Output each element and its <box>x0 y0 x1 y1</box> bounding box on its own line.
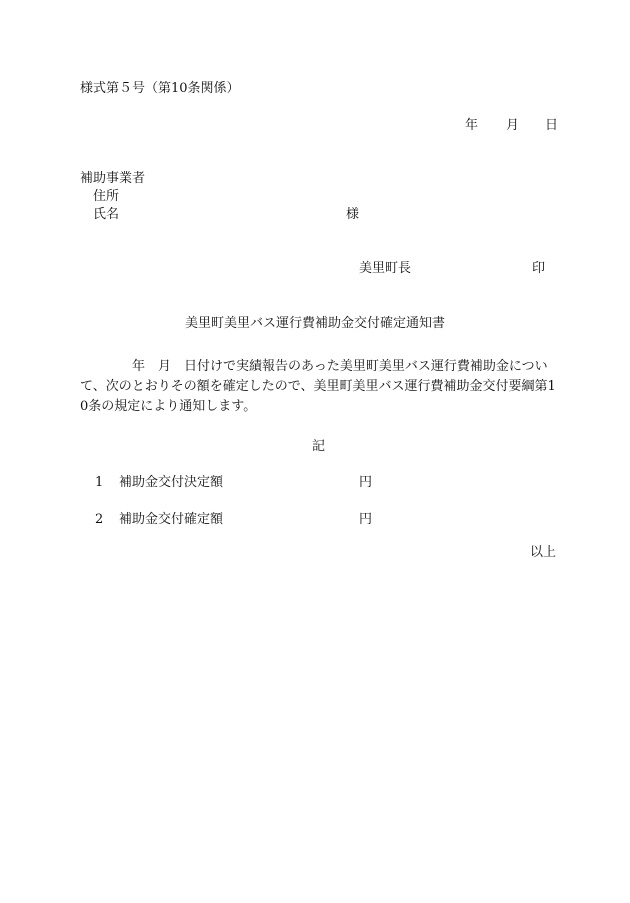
ki-heading: 記 <box>312 439 326 454</box>
name-label: 氏名 <box>93 207 120 222</box>
date-day: 日 <box>545 118 559 133</box>
item-label: 補助金交付決定額 <box>119 475 224 490</box>
recipient-title: 補助事業者 <box>80 171 146 186</box>
closing-mark: 以上 <box>530 545 557 560</box>
item-unit: 円 <box>359 475 373 490</box>
address-label: 住所 <box>93 189 120 204</box>
item-number: 1 <box>95 475 104 490</box>
seal-mark: 印 <box>532 261 546 276</box>
date-year: 年 <box>465 118 479 133</box>
item-unit: 円 <box>359 512 373 527</box>
form-label: 様式第５号（第10条関係） <box>80 81 240 96</box>
item-label: 補助金交付確定額 <box>119 512 224 527</box>
issuer-name: 美里町長 <box>359 261 412 276</box>
item-number: 2 <box>95 512 104 527</box>
date-month: 月 <box>506 118 520 133</box>
body-paragraph: 年 月 日付けで実績報告のあった美里町美里バス運行費補助金について、次のとおりその額を確定したので、美里町美里バス運行費補助金交付要綱第10条の規定により通知します。 <box>80 359 556 414</box>
honorific: 様 <box>346 207 360 222</box>
document-title: 美里町美里バス運行費補助金交付確定通知書 <box>185 316 446 331</box>
